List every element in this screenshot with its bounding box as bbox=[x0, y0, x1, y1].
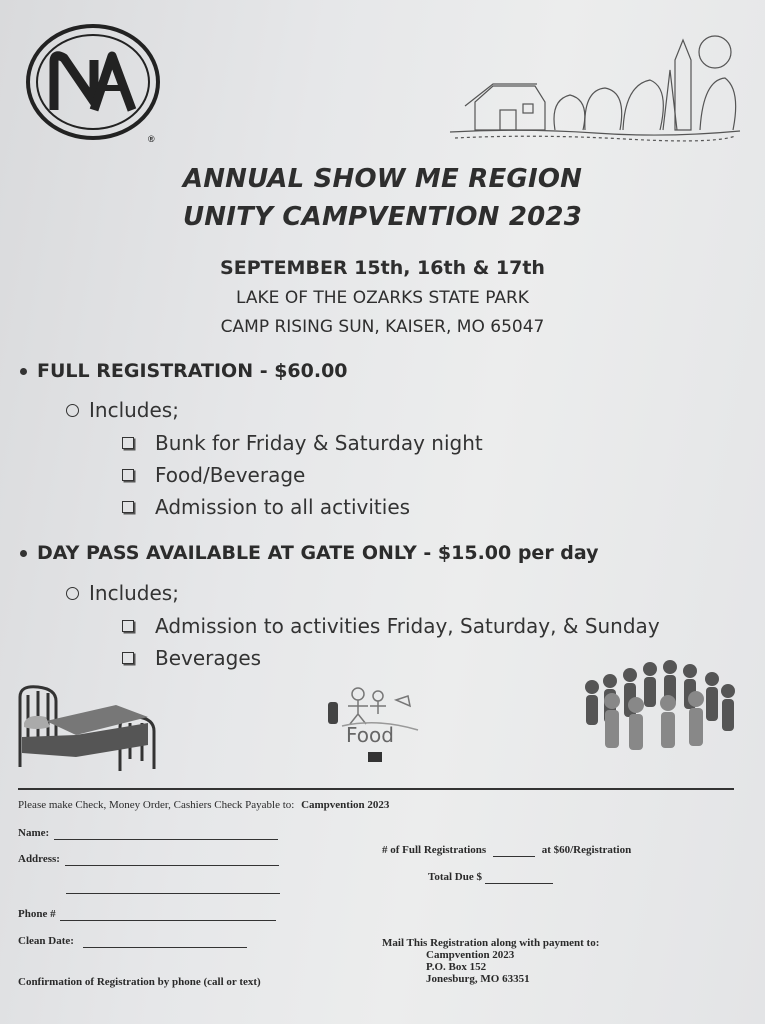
full-registration-item bbox=[122, 431, 483, 455]
address-row bbox=[18, 853, 279, 866]
bed-icon bbox=[16, 683, 158, 773]
title-line-1: ANNUAL SHOW ME REGION bbox=[182, 164, 583, 194]
checkbox-bullet-icon bbox=[122, 652, 134, 664]
day-pass-item bbox=[122, 614, 660, 638]
clean-date-label: Clean Date: bbox=[18, 935, 74, 947]
registered-mark: ® bbox=[148, 134, 155, 144]
bullet-circle-icon bbox=[66, 404, 79, 417]
phone-label: Phone # bbox=[18, 908, 56, 920]
total-due-row bbox=[428, 871, 553, 884]
mail-text: Mail This Registration along with payment to: bbox=[382, 937, 600, 949]
phone-row bbox=[18, 908, 276, 921]
full-registration-includes bbox=[66, 398, 179, 422]
day-pass-item bbox=[122, 646, 261, 670]
item-label: Bunk for Friday & Saturday night bbox=[155, 431, 483, 455]
item-label: Admission to all activities bbox=[155, 495, 411, 519]
clean-date-row bbox=[18, 935, 247, 948]
item-label: Beverages bbox=[155, 646, 262, 670]
mail-block bbox=[382, 937, 599, 985]
checkbox-bullet-icon bbox=[122, 620, 134, 632]
address-field-line-2[interactable] bbox=[66, 893, 280, 894]
payable-text: Please make Check, Money Order, Cashiers Check Payable to: bbox=[18, 799, 295, 811]
phone-field[interactable] bbox=[60, 908, 276, 921]
farm-illustration bbox=[445, 30, 745, 148]
total-due-field[interactable] bbox=[485, 871, 553, 884]
checkbox-bullet-icon bbox=[122, 437, 134, 449]
na-logo bbox=[24, 22, 166, 146]
full-registration-heading bbox=[20, 360, 348, 382]
day-pass-heading bbox=[20, 542, 599, 564]
food-illustration bbox=[318, 686, 433, 768]
title-line-2: UNITY CAMPVENTION 2023 bbox=[182, 202, 583, 232]
bullet-circle-icon bbox=[66, 587, 79, 600]
day-pass-includes bbox=[66, 581, 179, 605]
confirmation-text: Confirmation of Registration by phone (call or text) bbox=[18, 976, 261, 988]
name-row bbox=[18, 827, 278, 840]
full-reg-count-field[interactable] bbox=[493, 844, 535, 857]
full-registration-item bbox=[122, 495, 410, 519]
name-field[interactable] bbox=[54, 827, 278, 840]
day-pass-label: DAY PASS AVAILABLE AT GATE ONLY - $15.00 per day bbox=[37, 542, 599, 564]
mail-city: Jonesburg, MO 63351 bbox=[426, 973, 530, 985]
clean-date-field[interactable] bbox=[83, 935, 247, 948]
full-reg-rate: at $60/Registration bbox=[541, 844, 632, 856]
full-reg-count-label: # of Full Registrations bbox=[382, 844, 487, 856]
full-registration-label: FULL REGISTRATION - $60.00 bbox=[37, 360, 348, 382]
checkbox-bullet-icon bbox=[122, 469, 134, 481]
item-label: Food/Beverage bbox=[155, 463, 306, 487]
full-registration-item bbox=[122, 463, 305, 487]
mail-name: Campvention 2023 bbox=[426, 949, 515, 961]
includes-label: Includes; bbox=[89, 581, 179, 605]
total-due-label: Total Due $ bbox=[428, 871, 482, 883]
full-reg-count-row bbox=[382, 844, 631, 857]
includes-label: Includes; bbox=[89, 398, 179, 422]
address-field[interactable] bbox=[65, 853, 279, 866]
address-label: Address: bbox=[18, 853, 60, 865]
location-line-1: LAKE OF THE OZARKS STATE PARK bbox=[236, 288, 529, 308]
payable-to: Campvention 2023 bbox=[301, 799, 390, 811]
name-label: Name: bbox=[18, 827, 50, 839]
food-label: Food bbox=[346, 723, 394, 747]
payable-line bbox=[18, 799, 389, 811]
checkbox-bullet-icon bbox=[122, 501, 134, 513]
section-divider bbox=[18, 788, 734, 790]
mail-box: P.O. Box 152 bbox=[426, 961, 487, 973]
item-label: Admission to activities Friday, Saturday, & Sunday bbox=[155, 614, 660, 638]
bullet-dot-icon bbox=[20, 550, 27, 557]
unity-circle-illustration bbox=[572, 655, 740, 755]
event-dates: SEPTEMBER 15th, 16th & 17th bbox=[220, 257, 545, 279]
bullet-dot-icon bbox=[20, 368, 27, 375]
location-line-2: CAMP RISING SUN, KAISER, MO 65047 bbox=[220, 317, 545, 337]
